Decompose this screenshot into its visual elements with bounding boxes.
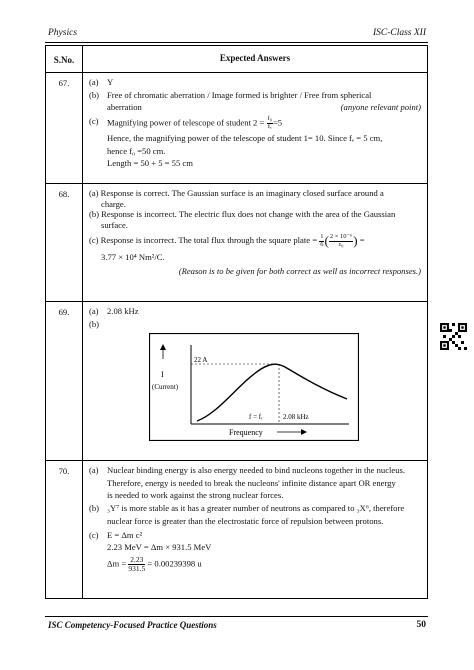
col-answers-header: Expected Answers (83, 46, 428, 73)
resonance-graph (149, 333, 359, 441)
sno-68: 68. (46, 184, 83, 302)
answer-text: Δm = (107, 558, 127, 569)
header-class: ISC-Class XII (372, 28, 426, 38)
y-label: I (161, 370, 164, 380)
sno-67: 67. (46, 73, 83, 184)
answer-text: =5 (272, 117, 283, 128)
label-b: (b) (89, 318, 100, 329)
fraction (329, 234, 353, 249)
label-a: (a) (89, 77, 99, 87)
sno-69: 69. (46, 302, 83, 461)
answer-text: 3.77 × 10⁴ Nm²/C. (101, 252, 165, 263)
answer-text: 2.08 kHz (107, 306, 139, 316)
answer-text: (a) Response is correct. The Gaussian surface is an imaginary closed surface around a (89, 188, 384, 198)
label-b: (b) (89, 89, 100, 100)
label-c: (c) (89, 529, 99, 540)
answer-text: ₃Y⁷ is more stable as it has a greater number of neutrons as compared to ₃X⁶, therefore (107, 503, 405, 514)
sno-70: 70. (46, 461, 83, 599)
answer-68: (a) Response is correct. The Gaussian surface is an imaginary closed surface around a charge. (b) Response is incorrect. The electric flux does not change with the area of the Gaussian surface. (c) Response is incorrect. The total flux through the square plate = $\frac{1}{6}$ ( $\frac{\text{2 × 10⁻⁶}}{\text{ε₀}}$ ) = 3.77 × 10⁴ Nm²/C. (Reason is to be given for both correct as well as incorrect responses.) (83, 184, 428, 302)
answer-text: nuclear force is greater than the electrostatic force of repulsion between protons. (107, 515, 384, 526)
answer-67 (83, 73, 428, 184)
label-a: (a) (89, 306, 99, 316)
peak-label: 22 A (194, 356, 208, 365)
table-row (46, 73, 428, 184)
answers-table (45, 45, 428, 599)
answer-text: = 0.00239398 u (147, 558, 202, 569)
answer-text: Nuclear binding energy is also energy needed to bind nucleons together in the nucleus. (107, 465, 405, 475)
answer-69 (83, 302, 428, 461)
x-label: Frequency (229, 428, 263, 438)
table-header-row (46, 46, 428, 73)
resonant-freq-value: 2.08 kHz (283, 413, 309, 422)
answer-text: Therefore, energy is needed to break the nucleons' infinite distance apart OR energy (107, 477, 396, 488)
denominator: fₑ (267, 123, 272, 131)
label-a: (a) (89, 465, 99, 475)
y-label-unit: (Current) (152, 383, 179, 392)
answer-text: Hence, the magnifying power of the telescope of student 1= 10. Since fₑ = 5 cm, (107, 132, 383, 143)
resonant-freq-label: f = fᵣ (249, 413, 263, 422)
answer-text: (c) Response is incorrect. The total flux through the square plate = (89, 235, 318, 246)
numerator: 1 (320, 232, 324, 240)
label-c: (c) (89, 116, 99, 127)
numerator: f₀ (267, 115, 272, 123)
col-sno-header: S.No. (46, 46, 83, 73)
answer-text: Length = 50 + 5 = 55 cm (107, 158, 193, 169)
answer-text: (b) Response is incorrect. The electric flux does not change with the area of the Gaussian (89, 209, 396, 220)
answer-text: aberration (107, 102, 142, 113)
numerator: 2.23 (130, 555, 144, 565)
denominator: ε₀ (338, 240, 344, 248)
header-divider (45, 42, 428, 43)
answer-text: 2.23 MeV = Δm × 931.5 MeV (107, 542, 212, 553)
answer-text: Free of chromatic aberration / Image formed is brighter / Free from spherical (107, 89, 372, 100)
answer-70 (83, 461, 428, 599)
header-subject: Physics (48, 28, 78, 38)
footer-divider (45, 616, 428, 617)
answer-text: surface. (101, 220, 128, 231)
table-row (46, 461, 428, 599)
fraction (128, 556, 145, 573)
table-row (46, 302, 428, 461)
answer-text: = (359, 235, 365, 246)
note-text: (anyone relevant point) (340, 102, 421, 113)
page-number: 50 (416, 620, 426, 630)
numerator: 2 × 10⁻⁶ (329, 232, 353, 240)
denominator: 6 (320, 240, 324, 248)
footer-title: ISC Competency-Focused Practice Questions (48, 620, 217, 630)
answer-text: Magnifying power of telescope of student 2 = (107, 117, 265, 128)
answer-text: E = Δm c² (107, 529, 143, 540)
label-b: (b) (89, 503, 100, 514)
qr-code-icon[interactable] (440, 323, 467, 350)
answer-text: Y (107, 77, 114, 87)
answer-text: is needed to work against the strong nuclear forces. (107, 490, 284, 501)
table-row (46, 184, 428, 302)
answer-text: charge. (101, 198, 126, 209)
note-text: (Reason is to be given for both correct as well as incorrect responses.) (178, 265, 421, 276)
answer-text: hence f₀ =50 cm. (107, 145, 166, 156)
denominator: 931.5 (128, 564, 146, 574)
